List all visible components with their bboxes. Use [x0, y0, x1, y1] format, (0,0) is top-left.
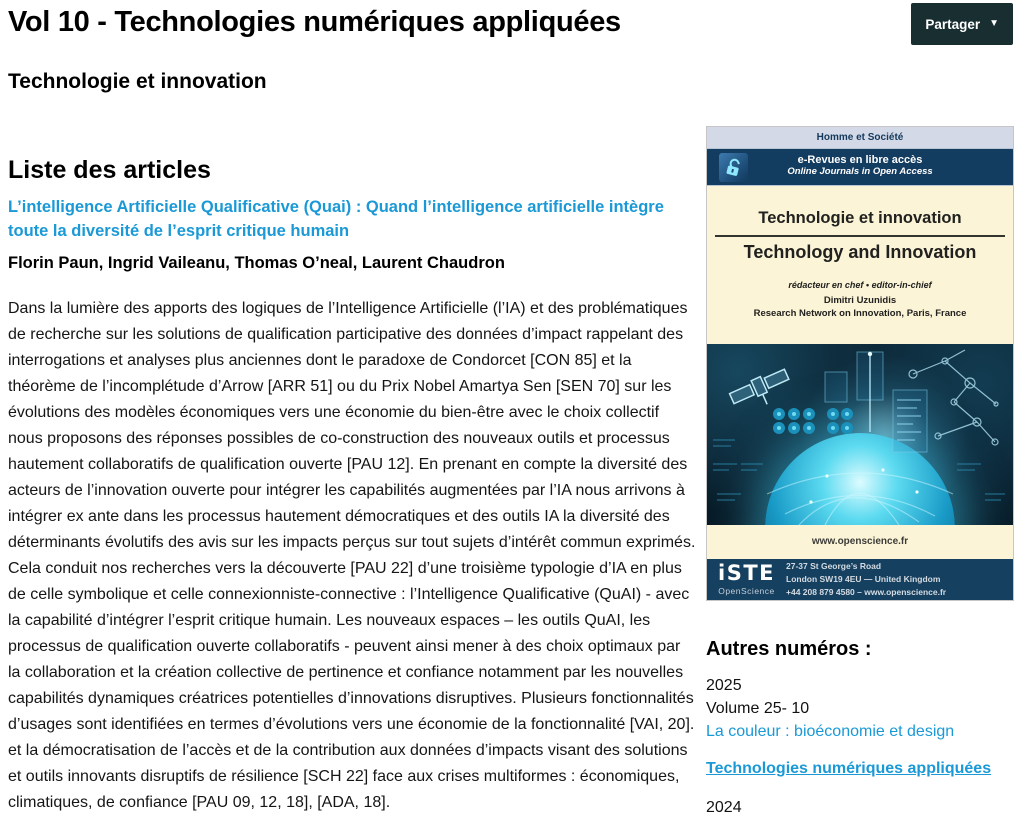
- cover-title-english: Technology and Innovation: [743, 242, 977, 262]
- open-access-lock-icon: [719, 153, 748, 182]
- share-button-label: Partager: [925, 16, 981, 32]
- cover-title-block: [707, 186, 1013, 344]
- other-issues-section: [706, 638, 1014, 819]
- openscience-logo-text: OpenScience: [718, 586, 775, 597]
- iste-openscience-logo: [718, 563, 775, 596]
- cover-website: www.openscience.fr: [811, 536, 909, 547]
- cover-editor-org: Research Network on Innovation, Paris, France: [753, 308, 967, 319]
- journal-cover[interactable]: [706, 126, 1014, 601]
- publisher-address: [786, 560, 946, 598]
- issue-link-la-couleur[interactable]: La couleur : bioéconomie et design: [706, 723, 955, 740]
- issue-link-technologies-numeriques[interactable]: Technologies numériques appliquées: [706, 760, 992, 777]
- issue-year-2025: 2025: [706, 677, 742, 694]
- cover-title-divider: [715, 235, 1005, 237]
- cover-access-line1: e-Revues en libre accès: [797, 154, 923, 166]
- article-title-link[interactable]: L’intelligence Artificielle Qualificative (Quai) : Quand l’intelligence artificielle intègre toute la diversité de l’esprit critique humain: [8, 198, 664, 240]
- issue-sidebar: [706, 126, 1014, 819]
- issue-year-2024: 2024: [706, 799, 742, 816]
- iste-logo-text: iSTE: [718, 561, 775, 586]
- cover-collection-band: Homme et Société: [707, 127, 1013, 148]
- cover-tech-globe-image: [707, 344, 1013, 525]
- share-button[interactable]: [911, 3, 1013, 45]
- cover-editor-name: Dimitri Uzunidis: [823, 295, 897, 306]
- cover-image-decor: [707, 344, 1013, 525]
- publisher-address-line3: +44 208 879 4580 – www.openscience.fr: [786, 586, 947, 597]
- articles-list-section: [8, 156, 696, 816]
- caret-down-icon: ▼: [989, 18, 999, 29]
- publisher-address-line2: London SW19 4EU — United Kingdom: [786, 574, 941, 585]
- page-title: Vol 10 - Technologies numériques appliquées: [8, 6, 621, 38]
- cover-title-french: Technologie et innovation: [758, 209, 962, 227]
- articles-list-heading: Liste des articles: [8, 156, 211, 184]
- journal-title: Technologie et innovation: [8, 70, 267, 93]
- cover-publisher-band: [707, 559, 1013, 600]
- article-authors: Florin Paun, Ingrid Vaileanu, Thomas O’neal, Laurent Chaudron: [8, 254, 505, 272]
- other-issues-heading: Autres numéros :: [706, 638, 872, 660]
- article-abstract: Dans la lumière des apports des logiques de l’Intelligence Artificielle (l’IA) et des problématiques de recherche sur les solutions de qualification participative des données d’impact rappelant des interrogations et analyses plus anciennes dont le paradoxe de Condorcet [CON 85] et la théorème de l’incomplétude d’Arrow [ARR 51] ou du Prix Nobel Amartya Sen [SEN 70] sur les évolutions des modèles économiques vers une économie du bien-être avec le choix collectif nous proposons des réponses possibles de co-construction des nouveaux outils et processus hautement collaboratifs de qualification ouverte [PAU 12]. En prenant en compte la diversité des acteurs de l’innovation ouverte pour intégrer les capabilités augmentées par l’IA nous arrivons à intégrer ex ante dans les processus hautement démocratiques et des outils IA la diversité des déterminants évolutifs des avis sur les impacts perçus sur tout sujets d’intérêt commun exprimés. Cela conduit nos recherches vers la découverte [PAU 22] d’une troisième typologie d’IA en plus de celle symbolique et celle connexionniste-connective : l’Intelligence Qualificative (QuAI) - avec la capabilité d’intégrer l’esprit critique humain. Les nouveaux espaces – les outils QuAI, les processus de qualification ouverte collaboratifs - peuvent ainsi mener à des choix optimaux par la collaboration et la création collective de pertinence et confiance notamment par les nouvelles capabilités dynamiques créatrices potentielles d’innovations disruptives. Plusieurs fonctionnalités d’usages sont identifiées en termes d’évolutions vers une économie de la fonctionnalité [VAI, 20]. et la démocratisation de l’accès et de la contribution aux données d’impacts visant des solutions et outils innovants disruptifs de résilience [SCH 22] face aux crises multiformes : économiques, climatiques, de confiance [PAU 09, 12, 18], [ADA, 18].: [8, 300, 696, 811]
- issue-volume: Volume 25- 10: [706, 700, 810, 717]
- cover-editor-role: rédacteur en chef • editor-in-chief: [788, 280, 932, 290]
- cover-website-band: [707, 525, 1013, 559]
- cover-access-band: [707, 148, 1013, 186]
- cover-access-line2: Online Journals in Open Access: [787, 166, 933, 177]
- publisher-address-line1: 27-37 St George’s Road: [786, 561, 882, 572]
